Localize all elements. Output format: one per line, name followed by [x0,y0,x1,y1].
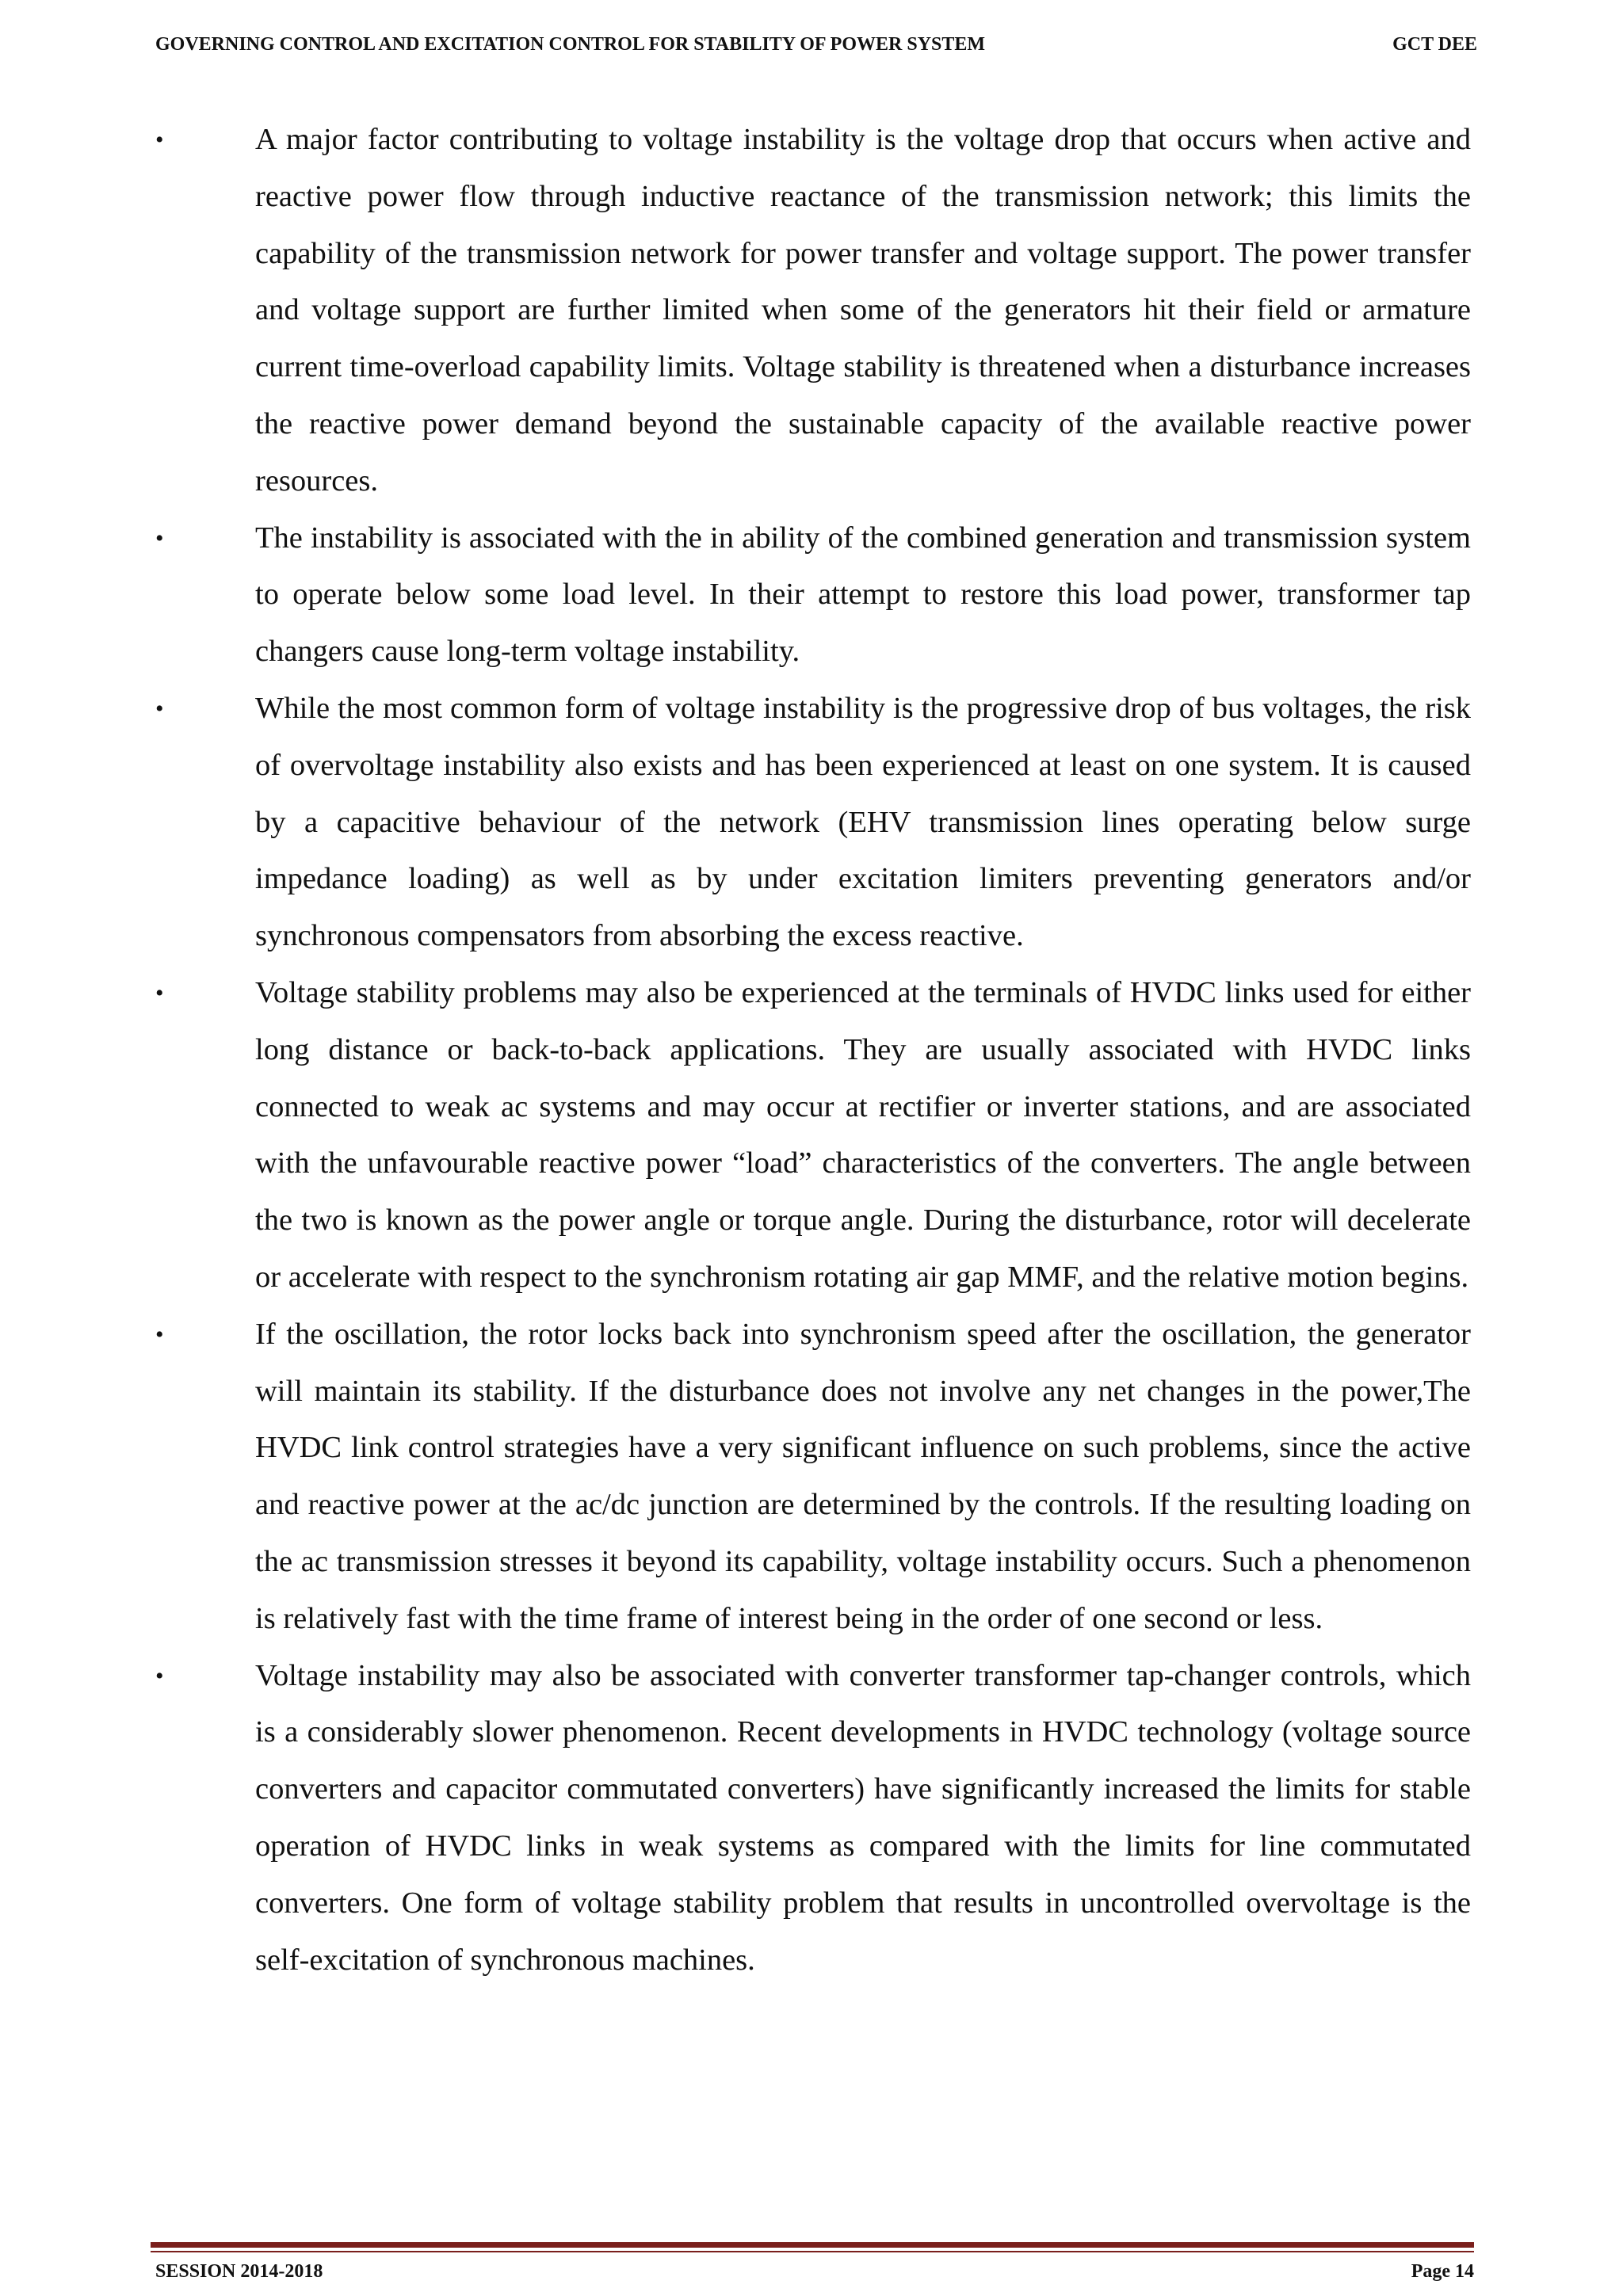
bullet-icon: • [155,979,164,1006]
paragraph-text: If the oscillation, the rotor locks back into synchronism speed after the oscillation, the generator will maintain its stability. If the disturbance does not involve any net changes in the power,The HVDC link control strategies have a very significant influence on such problems, since the active and reactive power at the ac/dc junction are determined by the controls. If the resulting loading on the ac transmission stresses it beyond its capability, voltage instability occurs. Such a phenomenon is relatively fast with the time frame of interest being in the order of one second or less. [255,1317,1471,1635]
department-label: GCT DEE [1392,34,1477,55]
bullet-icon: • [155,524,164,551]
page-footer [155,2258,1474,2285]
bullet-icon: • [155,127,164,153]
footer-divider-thick [151,2242,1474,2248]
bullet-list [155,112,1471,1989]
list-item [155,1306,1471,1648]
bullet-icon: • [155,1662,164,1689]
paragraph-text: The instability is associated with the in ability of the combined generation and transmission system to operate below some load level. In their attempt to restore this load power, transformer tap changers cause long-term voltage instability. [255,521,1471,669]
list-item [155,510,1471,681]
paragraph-text: A major factor contributing to voltage instability is the voltage drop that occurs when active and reactive power flow through inductive reactance of the transmission network; this limits the capability of the transmission network for power transfer and voltage support. The power transfer and voltage support are further limited when some of the generators hit their field or armature current time-overload capability limits. Voltage stability is threatened when a disturbance increases the reactive power demand beyond the sustainable capacity of the available reactive power resources. [255,123,1471,498]
list-item [155,112,1471,510]
bullet-icon: • [155,695,164,722]
footer-divider-thin [151,2251,1474,2252]
session-label: SESSION 2014-2018 [155,2261,323,2282]
page-header [155,30,1477,59]
footer-divider [151,2242,1474,2252]
list-item [155,1648,1471,1989]
document-title: GOVERNING CONTROL AND EXCITATION CONTROL FOR STABILITY OF POWER SYSTEM [155,34,986,55]
paragraph-text: While the most common form of voltage instability is the progressive drop of bus voltages, the risk of overvoltage instability also exists and has been experienced at least on one system. It is caused by a capacitive behaviour of the network (EHV transmission lines operating below surge impedance loading) as well as by under excitation limiters preventing generators and/or synchronous compensators from absorbing the excess reactive. [255,691,1471,953]
list-item [155,681,1471,965]
page-number: Page 14 [1411,2261,1474,2282]
paragraph-text: Voltage instability may also be associated with converter transformer tap-changer controls, which is a considerably slower phenomenon. Recent developments in HVDC technology (voltage source converters and capacitor commutated converters) have significantly increased the limits for stable operation of HVDC links in weak systems as compared with the limits for line commutated converters. One form of voltage stability problem that results in uncontrolled overvoltage is the self-excitation of synchronous machines. [255,1658,1471,1977]
paragraph-text: Voltage stability problems may also be experienced at the terminals of HVDC links used for either long distance or back-to-back applications. They are usually associated with HVDC links connected to weak ac systems and may occur at rectifier or inverter stations, and are associated with the unfavourable reactive power “load” characteristics of the converters. The angle between the two is known as the power angle or torque angle. During the disturbance, rotor will decelerate or accelerate with respect to the synchronism rotating air gap MMF, and the relative motion begins. [255,975,1471,1294]
bullet-icon: • [155,1321,164,1348]
list-item [155,965,1471,1306]
